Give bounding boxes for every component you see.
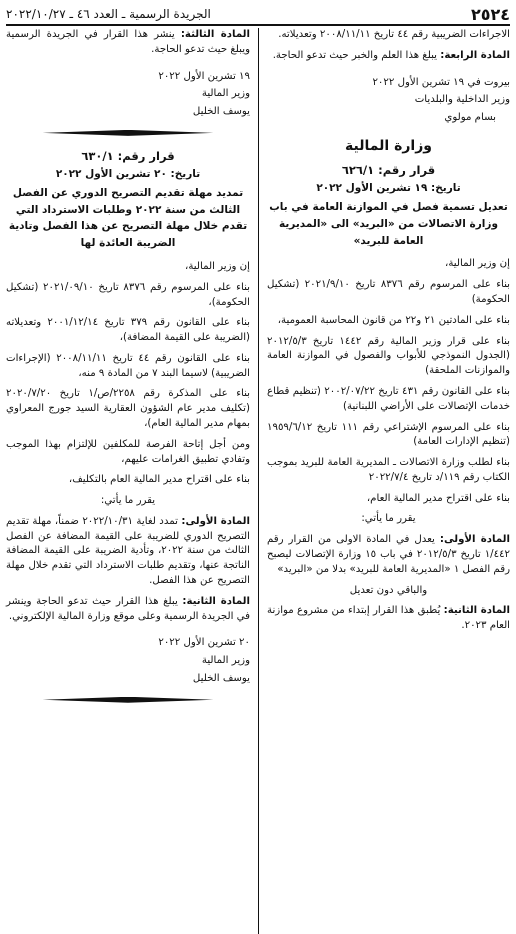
signature-date: ٢٠ تشرين الأول ٢٠٢٢: [158, 637, 250, 649]
gazette-issue-info: الجريدة الرسمية ـ العدد ٤٦ ـ ٢٠٢٢/١٠/٢٧: [6, 7, 211, 21]
article-text: تمدد لغاية ٢٠٢٢/١٠/٣١ ضمناً، مهلة تقديم التصريح الدوري للضريبة على القيمة المضافة عن الفصل الثالث من سنة ٢٠٢٢، وتأدية الضريبة على القيمة المضافة الناتجة عنها، وتقديم طلبات الاسترداد التي تقدم خلال مهلة التصريح عن هذا الفصل.: [6, 515, 250, 587]
signature-place-date: بيروت في ١٩ تشرين الأول ٢٠٢٢: [372, 76, 510, 88]
basis-clause: بناء على المرسوم رقم ٨٣٧٦ تاريخ ٢٠٢١/٩/١٠ (تشكيل الحكومة): [267, 279, 510, 306]
article-label: المادة الثانية:: [443, 605, 510, 617]
left-column: [6, 28, 258, 934]
basis-clause: بناء على القانون رقم ٤٤ تاريخ ٢٠٠٨/١١/١١ (الإجراءات الضريبية) لاسيما البند ٧ من المادة ٩ منه،: [6, 352, 250, 379]
signature-name: يوسف الخليل: [192, 672, 250, 684]
section-divider: [43, 695, 214, 705]
article-3: [6, 28, 250, 58]
article-2: [6, 595, 250, 625]
signature-role: وزير المالية: [201, 88, 250, 100]
decision-subject: تعديل تسمية فصل في الموازنة العامة في باب وزارة الاتصالات من «البريد» الى «المديرية العامة للبريد»: [269, 201, 508, 247]
article-text: يبلغ هذا القرار حيث تدعو الحاجة وينشر في الجريدة الرسمية وعلى موقع وزارة المالية الإلكتروني.: [6, 595, 250, 622]
signature-date: ١٩ تشرين الأول ٢٠٢٢: [158, 70, 250, 82]
article-1: [6, 515, 250, 589]
decision-date: تاريخ: ١٩ تشرين الأول ٢٠٢٢: [316, 181, 461, 194]
basis-clause: بناء على المرسوم الإشتراعي رقم ١١١ تاريخ ١٩٥٩/٦/١٢ (تنظيم الإدارات العامة): [267, 421, 510, 448]
basis-clause: بناء على قرار وزير المالية رقم ١٤٤٢ تاريخ ٢٠١٢/٥/٣ (الجدول النموذجي للأبواب والفصول في الموازنة العامة والموازنات الملحقة): [267, 335, 510, 377]
basis-clause: بناء على المذكرة رقم ٢٢٥٨/ص/١ تاريخ ٢٠٢٠/٧/٢٠ (تكليف مدير عام الشؤون العقارية السيد جورج المعراوي بمهام مدير المالية العام)،: [6, 388, 250, 430]
article-label: المادة الأولى:: [181, 515, 250, 527]
decides-line: يقرر ما يأتي:: [361, 513, 416, 525]
decision-number: قرار رقم: ٦٢٦/١: [341, 163, 436, 178]
article-label: المادة الثانية:: [182, 595, 250, 607]
basis-clause: بناء على القانون رقم ٤٣١ تاريخ ٢٠٠٢/٠٧/٢٢ (تنظيم قطاع خدمات الإتصالات على الأراضي اللبنانية): [267, 385, 511, 412]
article-2: [267, 604, 510, 634]
preamble: إن وزير المالية،: [185, 260, 250, 272]
preamble: إن وزير المالية،: [445, 258, 510, 270]
ministry-heading: وزارة المالية: [345, 137, 432, 154]
section-divider: [43, 128, 214, 138]
article-text: يعدل في المادة الاولى من القرار رقم ١/٤٤٢ تاريخ ٢٠١٢/٥/٣ في باب ١٥ وزارة الإتصالات ليصبح رقم الفصل ١ «المديرية العامة للبريد» بدلا من «البريد»: [267, 534, 511, 575]
right-column: [258, 28, 510, 934]
decision-number: قرار رقم: ٦٣٠/١: [81, 148, 175, 163]
article-label: المادة الثالثة:: [180, 29, 250, 40]
signature-role: وزير المالية: [201, 655, 250, 667]
basis-clause: بناء على المادتين ٢١ و٢٢ من قانون المحاسبة العمومية،: [277, 314, 510, 326]
continued-text: الاجراءات الضريبية رقم ٤٤ تاريخ ٢٠٠٨/١١/١١ وتعديلاته.: [278, 29, 510, 40]
article-text: يبلغ هذا العلم والخبر حيث تدعو الحاجة.: [272, 49, 441, 61]
basis-clause: بناء على المرسوم رقم ٨٣٧٦ تاريخ ٢٠٢١/٠٩/١٠ (تشكيل الحكومة)،: [6, 281, 250, 308]
remainder-line: والباقي دون تعديل: [349, 584, 428, 596]
signature-role: وزير الداخلية والبلديات: [414, 94, 510, 106]
decides-line: يقرر ما يأتي:: [100, 495, 156, 507]
page-header: [6, 4, 510, 26]
article-text: ينشر هذا القرار في الجريدة الرسمية ويبلغ حيث تدعو الحاجة.: [6, 29, 250, 55]
basis-clause: ومن أجل إتاحة الفرصة للمكلفين للإلتزام بهذا الموجب وتفادي تطبيق الغرامات عليهم،: [6, 438, 250, 465]
basis-clause: بناء لطلب وزارة الاتصالات ـ المديرية العامة للبريد بموجب الكتاب رقم ١١٩/د تاريخ ٢٠٢٢/٧/٤: [267, 457, 510, 483]
basis-clause: بناء على اقتراح مدير المالية العام بالتكليف،: [68, 474, 250, 486]
basis-clause: بناء على القانون رقم ٣٧٩ تاريخ ٢٠٠١/١٢/١٤ وتعديلاته (الضريبة على القيمة المضافة)،: [6, 317, 250, 344]
article-text: يُطبق هذا القرار إبتداء من مشروع موازنة العام ٢٠٢٣.: [267, 605, 510, 632]
decision-date: تاريخ: ٢٠ تشرين الأول ٢٠٢٢: [55, 167, 201, 180]
article-4: [267, 49, 510, 64]
page-number: ٢٥٢٤: [470, 4, 510, 24]
signature-name: يوسف الخليل: [192, 106, 250, 118]
article-label: المادة الرابعة:: [440, 49, 510, 61]
article-1: [267, 533, 510, 577]
page-columns: [6, 28, 510, 934]
decision-subject: تمديد مهلة تقديم التصريح الدوري عن الفصل الثالث من سنة ٢٠٢٢ وطلبات الاسترداد التي تقدم خلال مهلة التصريح عن هذا الفصل وتادية الضريبة العائدة لها: [8, 186, 248, 250]
article-label: المادة الأولى:: [439, 534, 510, 546]
basis-clause: بناء على اقتراح مدير المالية العام،: [366, 492, 510, 504]
signature-name: بسام مولوي: [444, 112, 496, 124]
